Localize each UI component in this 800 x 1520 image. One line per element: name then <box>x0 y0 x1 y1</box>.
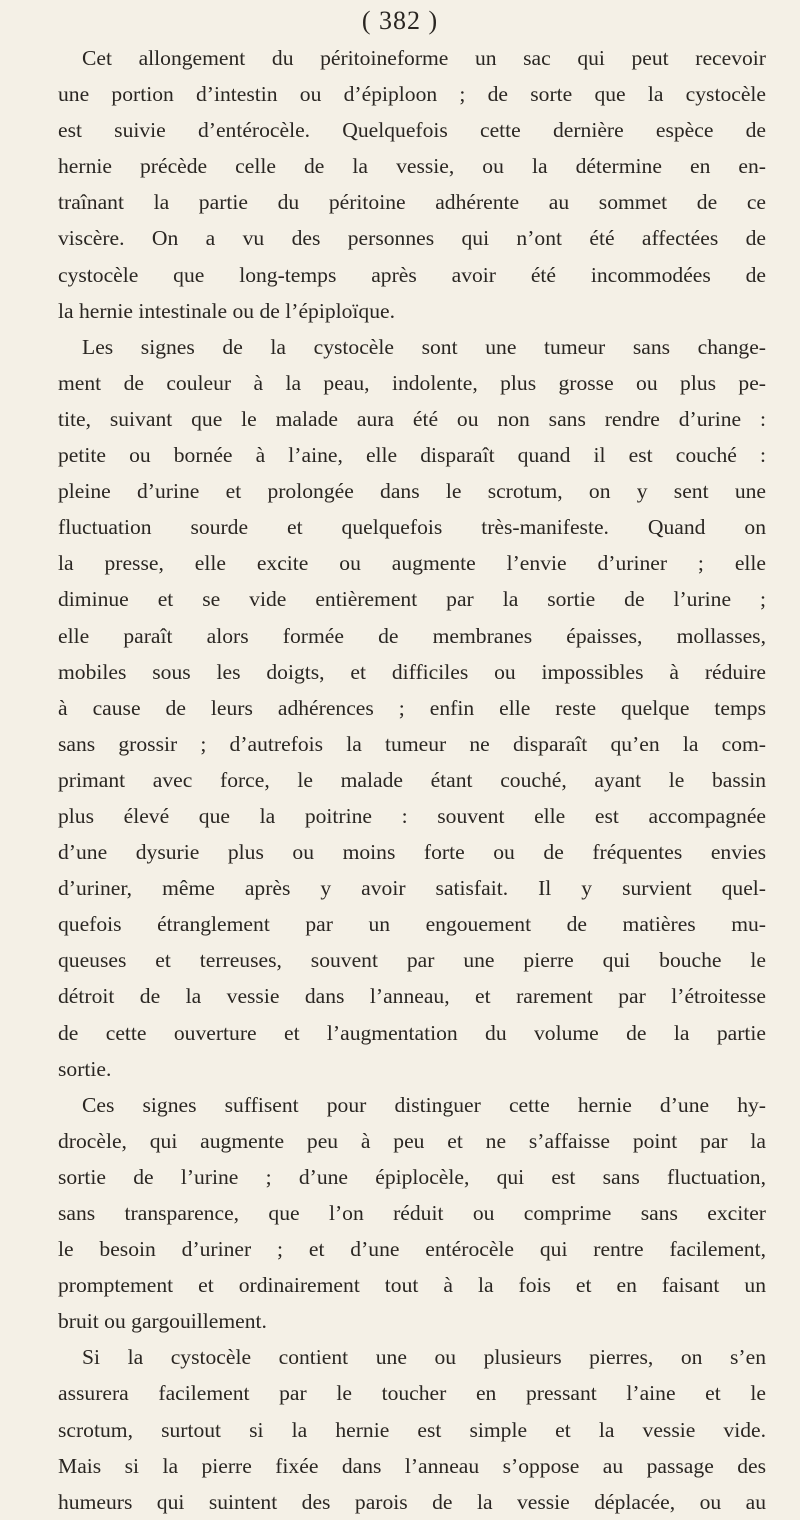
text-line: promptement et ordinairement tout à la fois et en faisant un <box>58 1273 766 1298</box>
text-line: traînant la partie du péritoine adhérente au sommet de ce <box>58 190 766 215</box>
text-line: mobiles sous les doigts, et difficiles ou impossibles à réduire <box>58 659 766 684</box>
text-line: cystocèle que long-temps après avoir été incommodées de <box>58 262 766 287</box>
text-line: hernie précède celle de la vessie, ou la détermine en en- <box>58 154 766 179</box>
text-line: le besoin d’uriner ; et d’une entérocèle qui rentre facilement, <box>58 1237 766 1262</box>
text-line: d’une dysurie plus ou moins forte ou de fréquentes envies <box>58 840 766 865</box>
text-line: viscère. On a vu des personnes qui n’ont été affectées de <box>58 226 766 251</box>
text-line: primant avec force, le malade étant couché, ayant le bassin <box>58 767 766 792</box>
text-line: petite ou bornée à l’aine, elle disparaît quand il est couché : <box>58 443 766 468</box>
text-line: la hernie intestinale ou de l’épiploïque. <box>58 298 395 323</box>
text-line: détroit de la vessie dans l’anneau, et rarement par l’étroitesse <box>58 984 766 1009</box>
text-line: bruit ou gargouillement. <box>58 1309 267 1334</box>
text-line: elle paraît alors formée de membranes épaisses, mollasses, <box>58 623 766 648</box>
text-line: Cet allongement du péritoineforme un sac qui peut recevoir <box>82 46 766 70</box>
text-line: sans transparence, que l’on réduit ou comprime sans exciter <box>58 1201 766 1225</box>
text-line: Si la cystocèle contient une ou plusieurs pierres, on s’en <box>82 1345 766 1370</box>
text-line: pleine d’urine et prolongée dans le scrotum, on y sent une <box>58 479 766 504</box>
text-line: diminue et se vide entièrement par la sortie de l’urine ; <box>58 587 766 612</box>
text-line: sortie. <box>58 1056 112 1081</box>
text-line: sans grossir ; d’autrefois la tumeur ne disparaît qu’en la com- <box>58 731 766 756</box>
text-line: plus élevé que la poitrine : souvent elle est accompagnée <box>58 803 766 828</box>
page-number: ( 382 ) <box>361 6 439 35</box>
text-line: sortie de l’urine ; d’une épiplocèle, qui est sans fluctuation, <box>58 1164 766 1189</box>
text-line: de cette ouverture et l’augmentation du volume de la partie <box>58 1020 766 1045</box>
text-line: fluctuation sourde et quelquefois très-manifeste. Quand on <box>58 515 766 540</box>
body-text <box>58 40 766 1520</box>
text-line: Ces signes suffisent pour distinguer cette hernie d’une hy- <box>82 1092 766 1117</box>
text-line: queuses et terreuses, souvent par une pierre qui bouche le <box>58 948 766 973</box>
text-line: drocèle, qui augmente peu à peu et ne s’affaisse point par la <box>58 1128 766 1153</box>
text-line: d’uriner, même après y avoir satisfait. Il y survient quel- <box>58 876 766 901</box>
text-line: Mais si la pierre fixée dans l’anneau s’oppose au passage des <box>58 1453 766 1478</box>
text-line: ment de couleur à la peau, indolente, plus grosse ou plus pe- <box>58 370 766 395</box>
text-line: quefois étranglement par un engouement de matières mu- <box>58 912 766 937</box>
text-line: scrotum, surtout si la hernie est simple et la vessie vide. <box>58 1417 766 1442</box>
text-line: une portion d’intestin ou d’épiploon ; de sorte que la cystocèle <box>58 82 766 107</box>
text-line: tite, suivant que le malade aura été ou non sans rendre d’urine : <box>58 406 766 431</box>
text-line: humeurs qui suintent des parois de la vessie déplacée, ou au <box>58 1489 766 1514</box>
text-line: à cause de leurs adhérences ; enfin elle reste quelque temps <box>58 695 766 720</box>
text-line: assurera facilement par le toucher en pressant l’aine et le <box>58 1381 766 1406</box>
text-line: est suivie d’entérocèle. Quelquefois cette dernière espèce de <box>58 118 766 143</box>
text-line: la presse, elle excite ou augmente l’envie d’uriner ; elle <box>58 551 766 576</box>
text-line: Les signes de la cystocèle sont une tumeur sans change- <box>82 334 766 359</box>
